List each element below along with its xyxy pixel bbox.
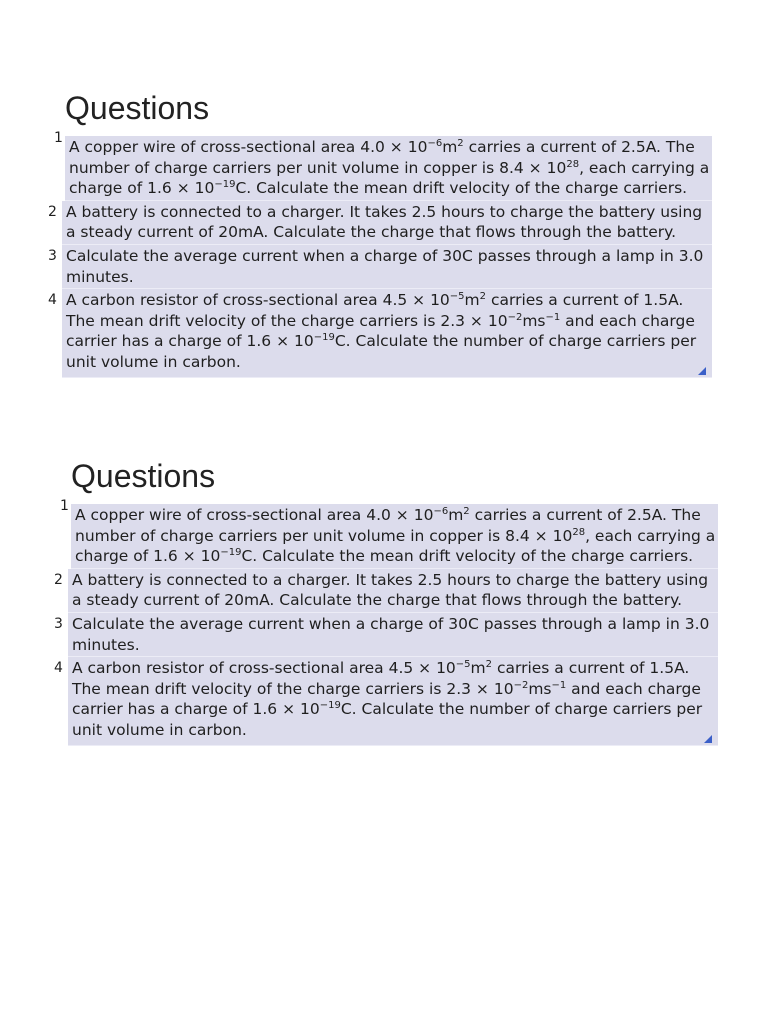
question-text: Calculate the average current when a charge of 30C passes through a lamp in 3.0 minutes. — [66, 246, 704, 286]
question-number: 4 — [54, 660, 63, 677]
question-text: A battery is connected to a charger. It takes 2.5 hours to charge the battery using a steady current of 20mA. Calculate the charge that flows through the battery. — [66, 202, 703, 242]
question-text: A carbon resistor of cross-sectional area $4.5 \times 10^{-5}m^2$ carries a current of 1.5A. The mean drift velocity of the charge carriers is $2.3 \times 10^{-2}ms^{-1}$ and each charge carrier has a charge of $1.6 \times 10^{-19}C$. Calculate the number of charge carriers per unit volume in carbon. — [72, 659, 703, 739]
question-number: 2 — [48, 203, 57, 220]
question-1[interactable] — [54, 130, 712, 201]
question-number: 2 — [54, 571, 63, 588]
question-number: 4 — [48, 292, 57, 309]
question-text: A battery is connected to a charger. It takes 2.5 hours to charge the battery using a steady current of 20mA. Calculate the charge that flows through the battery. — [72, 570, 709, 610]
resize-handle-icon[interactable] — [698, 367, 706, 375]
question-text: A copper wire of cross-sectional area $4.0 \times 10^{-6}m^2$ carries a current of 2.5A. The number of charge carriers per unit volume in copper is $8.4 \times 10^{28}$, each carrying a charge of $1.6 \times 10^{-19}C$. Calculate the mean drift velocity of the charge carriers. — [69, 138, 710, 198]
question-4[interactable] — [54, 657, 718, 745]
resize-handle-icon[interactable] — [704, 735, 712, 743]
question-1[interactable] — [60, 498, 718, 569]
question-2[interactable] — [48, 201, 712, 245]
questions-block-2 — [54, 456, 718, 746]
questions-heading: Questions — [65, 90, 210, 126]
question-text: A copper wire of cross-sectional area $4.0 \times 10^{-6}m^2$ carries a current of 2.5A. The number of charge carriers per unit volume in copper is $8.4 \times 10^{28}$, each carrying a charge of $1.6 \times 10^{-19}C$. Calculate the mean drift velocity of the charge carriers. — [75, 506, 716, 566]
question-number: 1 — [60, 498, 69, 514]
question-4[interactable] — [48, 289, 712, 377]
question-number: 3 — [54, 615, 63, 632]
question-number: 1 — [54, 130, 63, 146]
questions-block-1 — [48, 88, 712, 378]
question-number: 3 — [48, 247, 57, 264]
question-3[interactable] — [54, 613, 718, 657]
question-3[interactable] — [48, 245, 712, 289]
question-text: A carbon resistor of cross-sectional area $4.5 \times 10^{-5}m^2$ carries a current of 1.5A. The mean drift velocity of the charge carriers is $2.3 \times 10^{-2}ms^{-1}$ and each charge carrier has a charge of $1.6 \times 10^{-19}C$. Calculate the number of charge carriers per unit volume in carbon. — [66, 291, 697, 371]
question-2[interactable] — [54, 569, 718, 613]
question-text: Calculate the average current when a charge of 30C passes through a lamp in 3.0 minutes. — [72, 614, 710, 654]
questions-heading: Questions — [71, 458, 216, 494]
